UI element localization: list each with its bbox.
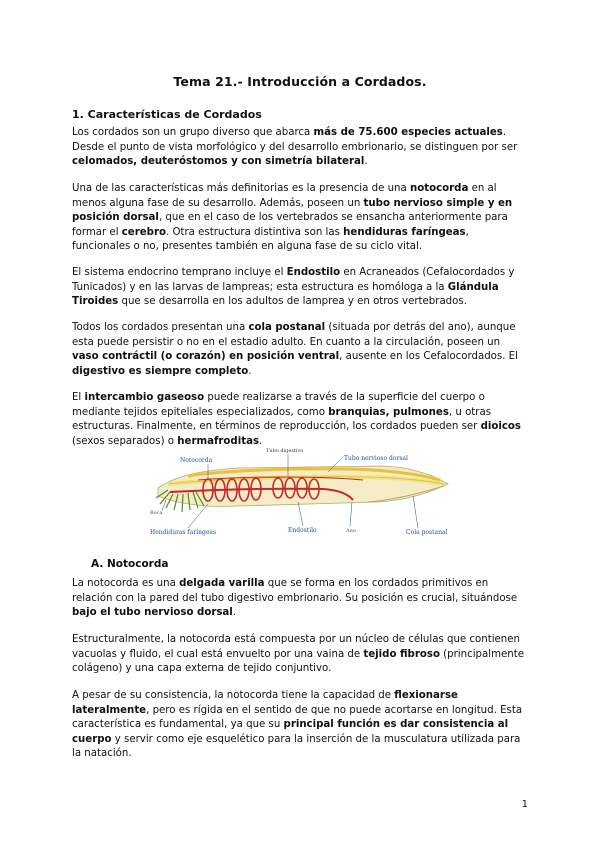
label-tubo-nervioso: Tubo nervioso dorsal xyxy=(344,455,408,462)
text-run: que se forma en los cordados primitivos en relación con la pared del tubo digestivo embrionario. Su posición es crucial, situándose xyxy=(72,578,518,604)
text-run: , funcionales o no, presentes también en alguna fase de su ciclo vital. xyxy=(72,226,469,253)
label-hendiduras: Hendiduras faríngeas xyxy=(150,529,217,536)
text-run: . xyxy=(364,156,368,168)
text-run: El xyxy=(72,392,85,403)
section-heading: 1. Características de Cordados xyxy=(72,108,262,121)
text-run: Los cordados son un grupo diverso que abarca xyxy=(72,127,314,138)
bold-text: principal función es dar consistencia al cuerpo xyxy=(72,719,509,745)
bold-text: cerebro xyxy=(121,226,166,238)
page-title: Tema 21.- Introducción a Cordados. xyxy=(173,74,427,89)
text-run: . xyxy=(259,435,263,447)
bold-text: Endostilo xyxy=(286,267,341,278)
text-run: y servir como eje esquelético para la inserción de la musculatura utilizada para la natación. xyxy=(72,733,521,760)
bold-text: bajo el tubo nervioso dorsal xyxy=(72,607,233,619)
text-run: , que en el caso de los vertebrados se ensancha anteriormente para formar el xyxy=(72,212,508,238)
text-run: . xyxy=(232,607,237,619)
text-run: en Acraneados (Cefalocordados y Tunicados) y en las larvas de lampreas; esta estructura es homóloga a la xyxy=(72,267,515,293)
bold-text: celomados, deuteróstomos y con simetría bilateral xyxy=(72,156,365,168)
text-run: , u otras estructuras. Finalmente, en términos de reproducción, los cordados pueden ser xyxy=(72,406,492,433)
text-run: Todos los cordados presentan una xyxy=(72,322,249,333)
bold-text: vaso contráctil (o corazón) en posición ventral xyxy=(72,351,340,363)
bold-text: cola postanal xyxy=(248,322,326,333)
bold-text: hendiduras faríngeas xyxy=(343,226,466,238)
subsection-heading: A. Notocorda xyxy=(91,558,169,570)
label-boca: Boca xyxy=(150,510,163,516)
bold-text: intercambio gaseoso xyxy=(84,392,205,403)
bold-text: digestivo es siempre completo xyxy=(72,365,249,377)
text-run: que se desarrolla en los adultos de lamprea y en otros vertebrados. xyxy=(118,296,467,308)
bold-text: Glándula Tiroides xyxy=(72,281,499,308)
label-notocorda: Notocorda xyxy=(180,457,213,464)
bold-text: dioicos xyxy=(480,421,521,433)
bold-text: branquias, pulmones xyxy=(328,406,449,418)
text-run: . Otra estructura distintiva son las xyxy=(165,226,344,238)
bold-text: notocorda xyxy=(410,183,469,194)
label-ano: Ano xyxy=(346,528,356,534)
paragraph xyxy=(72,633,527,677)
paragraph xyxy=(72,577,527,621)
paragraph xyxy=(72,182,527,255)
paragraph xyxy=(72,689,527,762)
label-tubo-digestivo: Tubo digestivo xyxy=(266,448,304,454)
text-run: , ausente en los Cefalocordados. El xyxy=(339,351,518,363)
text-run: Estructuralmente, la notocorda está compuesta por un núcleo de células que contienen vacuolas y fluido, el cual está envuelto por una vaina de xyxy=(72,634,520,660)
label-cola: Cola postanal xyxy=(406,529,448,536)
paragraph xyxy=(72,266,527,310)
bold-text: hermafroditas xyxy=(177,435,260,447)
chordate-diagram xyxy=(148,446,450,540)
bold-text: delgada varilla xyxy=(179,578,265,589)
bold-text: más de 75.600 especies actuales xyxy=(313,127,503,138)
text-run: (principalmente colágeno) y una capa externa de tejido conjuntivo. xyxy=(72,648,524,675)
paragraph xyxy=(72,391,527,449)
label-endostilo: Endostilo xyxy=(288,527,317,534)
text-run: La notocorda es una xyxy=(72,578,180,589)
text-run: en al menos alguna fase de su desarrollo. Además, poseen un xyxy=(72,183,497,209)
paragraph xyxy=(72,126,527,170)
text-run: El sistema endocrino temprano incluye el xyxy=(72,267,287,278)
text-run: puede realizarse a través de la superficie del cuerpo o mediante tejidos epiteliales especializados, como xyxy=(72,392,485,418)
text-run: A pesar de su consistencia, la notocorda tiene la capacidad de xyxy=(72,690,395,701)
page-number: 1 xyxy=(521,799,528,810)
text-run: (sexos separados) o xyxy=(72,435,178,447)
text-run: (situada por detrás del ano), aunque esta puede persistir o no en el estadio adulto. En cuanto a la circulación, poseen un xyxy=(72,322,516,348)
paragraph xyxy=(72,321,527,379)
bold-text: tejido fibroso xyxy=(363,648,440,660)
bold-text: tubo nervioso simple y en posición dorsal xyxy=(72,197,513,224)
text-run: , pero es rígida en el sentido de que no puede acortarse en longitud. Esta característica es fundamental, ya que su xyxy=(72,704,523,731)
text-run: . Desde el punto de vista morfológico y del desarrollo embrionario, se distinguen por ser xyxy=(72,127,518,153)
bold-text: flexionarse lateralmente xyxy=(72,690,458,716)
text-run: Una de las características más definitorias es la presencia de una xyxy=(72,183,410,194)
text-run: . xyxy=(248,365,252,377)
